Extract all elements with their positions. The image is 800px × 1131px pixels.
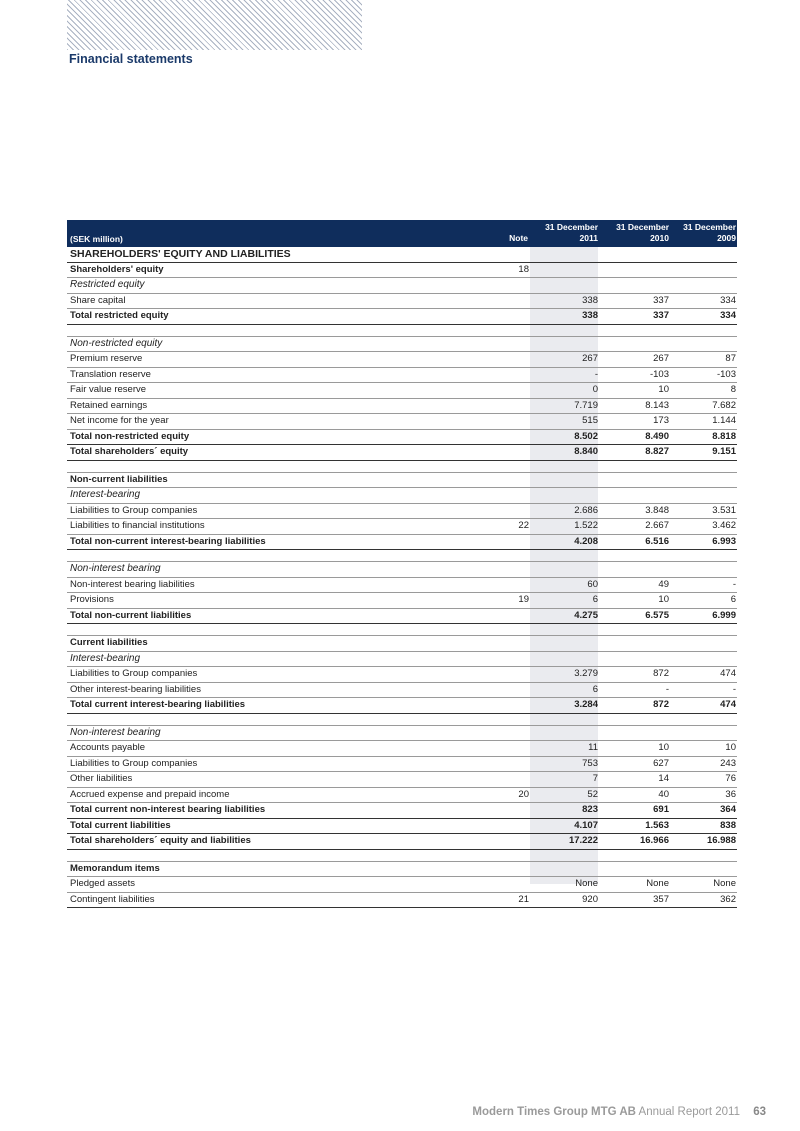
spacer-row	[67, 714, 737, 726]
row-value-2009: 474	[720, 668, 736, 679]
page-footer	[472, 1106, 766, 1118]
table-row	[67, 535, 737, 551]
table-row	[67, 667, 737, 683]
row-value-2011: 1.522	[574, 520, 598, 531]
row-value-2011: 920	[582, 893, 598, 905]
row-value-2011: 6	[592, 594, 598, 605]
row-value-2011: -	[594, 368, 598, 380]
footer-company: Modern Times Group MTG AB	[472, 1106, 636, 1118]
row-label: Total restricted equity	[70, 310, 169, 321]
row-note: 22	[518, 520, 529, 531]
section-title: Financial statements	[69, 52, 193, 66]
table-row	[67, 683, 737, 699]
row-value-2010: 2.667	[645, 520, 669, 531]
table-row	[67, 652, 737, 668]
column-header-2010	[603, 222, 669, 244]
row-label: Non-restricted equity	[70, 337, 163, 349]
row-label: Accrued expense and prepaid income	[70, 788, 230, 800]
row-label: Liabilities to Group companies	[70, 668, 198, 679]
row-label: Liabilities to Group companies	[70, 504, 198, 516]
column-header-2011-year: 2011	[579, 233, 598, 243]
row-value-2009: 6.999	[712, 609, 736, 621]
row-value-2011: 17.222	[568, 835, 598, 846]
row-value-2010: 1.563	[645, 819, 669, 831]
row-label: Non-interest bearing	[70, 563, 161, 574]
row-label: Interest-bearing	[70, 489, 141, 500]
table-row	[67, 445, 737, 461]
row-value-2011: 6	[592, 683, 598, 695]
row-value-2009: 362	[720, 893, 736, 905]
table-row	[67, 352, 737, 368]
spacer-row	[67, 624, 737, 636]
row-value-2010: 357	[653, 893, 669, 905]
row-value-2010: 10	[658, 384, 669, 395]
table-row	[67, 309, 737, 325]
row-value-2010: 267	[653, 353, 669, 364]
row-value-2011: 3.284	[574, 699, 598, 710]
row-value-2011: 823	[582, 804, 598, 815]
row-value-2009: -	[732, 683, 736, 695]
row-value-2010: 872	[653, 668, 669, 679]
row-value-2009: 8.818	[712, 430, 736, 442]
row-label: Total non-current liabilities	[70, 609, 192, 621]
row-value-2010: 173	[653, 415, 669, 426]
row-note: 20	[518, 788, 529, 800]
row-label: Non-interest bearing	[70, 726, 161, 738]
row-value-2009: 8	[730, 384, 736, 395]
row-label: Pledged assets	[70, 878, 135, 889]
table-row	[67, 819, 737, 835]
row-value-2010: 3.848	[645, 504, 669, 516]
table-row	[67, 504, 737, 520]
column-header-2009-year: 2009	[717, 233, 736, 243]
table-row	[67, 636, 737, 652]
row-value-2010: 8.143	[645, 399, 669, 411]
row-label: Other interest-bearing liabilities	[70, 683, 201, 695]
table-row	[67, 247, 737, 263]
unit-label: (SEK million)	[70, 234, 123, 244]
row-value-2011: None	[575, 878, 598, 889]
table-row	[67, 414, 737, 430]
row-label: Total non-current interest-bearing liabilities	[70, 535, 266, 547]
row-value-2009: 364	[720, 804, 736, 815]
table-row	[67, 430, 737, 446]
row-value-2009: 76	[725, 773, 736, 784]
row-label: Shareholders' equity	[70, 263, 164, 275]
row-value-2010: 49	[658, 578, 669, 590]
row-value-2011: 515	[582, 415, 598, 426]
table-row	[67, 383, 737, 399]
row-value-2011: 338	[582, 294, 598, 306]
table-row	[67, 877, 737, 893]
page-number: 63	[753, 1106, 766, 1118]
table-row	[67, 263, 737, 279]
spacer-row	[67, 325, 737, 337]
column-header-2010-line1: 31 December	[616, 222, 669, 232]
row-note: 19	[518, 594, 529, 605]
row-label: Total current interest-bearing liabilities	[70, 699, 246, 710]
row-value-2011: 7.719	[574, 399, 598, 411]
table-row	[67, 757, 737, 773]
row-label: Other liabilities	[70, 773, 133, 784]
spacer-row	[67, 850, 737, 862]
table-row	[67, 726, 737, 742]
row-label: Total current non-interest bearing liabilities	[70, 804, 266, 815]
footer-report: Annual Report 2011	[638, 1106, 740, 1118]
row-value-2010: 6.575	[645, 609, 669, 621]
row-value-2011: 338	[582, 310, 598, 321]
table-row	[67, 788, 737, 804]
row-label: Liabilities to financial institutions	[70, 520, 205, 531]
row-label: Provisions	[70, 594, 114, 605]
table-row	[67, 593, 737, 609]
table-row	[67, 803, 737, 819]
row-value-2009: 334	[720, 294, 736, 306]
table-row	[67, 562, 737, 578]
row-value-2011: 52	[587, 788, 598, 800]
row-label: Non-current liabilities	[70, 473, 168, 485]
row-value-2009: -	[732, 578, 736, 590]
row-value-2011: 0	[592, 384, 598, 395]
row-value-2011: 11	[588, 742, 598, 753]
row-value-2009: 3.531	[712, 504, 736, 516]
row-label: Accounts payable	[70, 742, 145, 753]
table-row	[67, 473, 737, 489]
hatch-decoration	[67, 0, 362, 50]
row-value-2010: 691	[653, 804, 669, 815]
table-row	[67, 862, 737, 878]
row-label: Total non-restricted equity	[70, 430, 190, 442]
row-value-2010: -	[665, 683, 669, 695]
row-value-2010: 337	[653, 310, 669, 321]
row-value-2010: 40	[658, 788, 669, 800]
table-row	[67, 741, 737, 757]
row-value-2009: 243	[720, 757, 736, 769]
row-value-2010: 14	[658, 773, 669, 784]
row-value-2009: 838	[720, 819, 736, 831]
table-row	[67, 399, 737, 415]
row-label: Fair value reserve	[70, 384, 147, 395]
column-header-2009-line1: 31 December	[683, 222, 736, 232]
row-value-2011: 8.840	[574, 446, 598, 457]
row-label: Translation reserve	[70, 368, 151, 380]
row-value-2011: 7	[592, 773, 598, 784]
row-value-2009: 9.151	[712, 446, 736, 457]
row-value-2010: 872	[653, 699, 669, 710]
row-value-2009: 334	[720, 310, 736, 321]
row-value-2009: 10	[725, 742, 736, 753]
row-value-2011: 4.107	[574, 819, 598, 831]
table-row	[67, 578, 737, 594]
row-label: Contingent liabilities	[70, 893, 155, 905]
table-row	[67, 368, 737, 384]
row-value-2010: 627	[653, 757, 669, 769]
table-row	[67, 294, 737, 310]
table-row	[67, 893, 737, 909]
row-value-2010: 6.516	[645, 535, 669, 547]
row-value-2011: 4.208	[574, 535, 598, 547]
row-value-2009: 6.993	[712, 535, 736, 547]
table-row	[67, 609, 737, 625]
row-label: Total shareholders´ equity	[70, 446, 189, 457]
spacer-row	[67, 550, 737, 562]
row-label: Memorandum items	[70, 862, 160, 874]
spacer-row	[67, 461, 737, 473]
table-row	[67, 698, 737, 714]
row-label: Retained earnings	[70, 399, 148, 411]
balance-sheet-table	[67, 220, 737, 908]
table-row	[67, 519, 737, 535]
row-value-2011: 8.502	[574, 430, 598, 442]
table-row	[67, 337, 737, 353]
table-body	[67, 247, 737, 908]
row-value-2010: None	[646, 878, 669, 889]
row-label: Share capital	[70, 294, 126, 306]
row-value-2010: 10	[658, 742, 669, 753]
table-header	[67, 220, 737, 247]
row-value-2011: 753	[582, 757, 598, 769]
row-value-2010: 10	[658, 594, 669, 605]
row-value-2010: 16.966	[639, 835, 669, 846]
row-value-2009: 87	[725, 353, 736, 364]
column-header-2010-year: 2010	[650, 233, 669, 243]
row-value-2011: 4.275	[574, 609, 598, 621]
row-value-2010: 8.827	[645, 446, 669, 457]
column-header-2011-line1: 31 December	[545, 222, 598, 232]
table-row	[67, 488, 737, 504]
row-value-2009: 7.682	[712, 399, 736, 411]
column-header-2009	[670, 222, 736, 244]
row-label: Total shareholders´ equity and liabilities	[70, 835, 251, 846]
row-value-2009: 36	[725, 788, 736, 800]
row-label: Net income for the year	[70, 415, 169, 426]
row-value-2009: 16.988	[706, 835, 736, 846]
table-row	[67, 772, 737, 788]
row-label: Interest-bearing	[70, 652, 141, 664]
row-value-2011: 267	[582, 353, 598, 364]
table-row	[67, 834, 737, 850]
row-label: Liabilities to Group companies	[70, 757, 198, 769]
row-label: Total current liabilities	[70, 819, 171, 831]
row-label: Restricted equity	[70, 279, 145, 290]
row-value-2010: -103	[649, 368, 669, 380]
row-value-2009: 3.462	[712, 520, 736, 531]
row-value-2009: 474	[720, 699, 736, 710]
row-label: SHAREHOLDERS' EQUITY AND LIABILITIES	[70, 248, 291, 260]
row-value-2009: 6	[730, 594, 736, 605]
row-label: Premium reserve	[70, 353, 143, 364]
row-label: Non-interest bearing liabilities	[70, 578, 195, 590]
row-note: 18	[518, 263, 529, 275]
table-row	[67, 278, 737, 294]
row-value-2009: 1.144	[712, 415, 736, 426]
row-value-2010: 337	[653, 294, 669, 306]
column-header-2011	[532, 222, 598, 244]
row-label: Current liabilities	[70, 637, 148, 648]
row-note: 21	[518, 893, 529, 905]
row-value-2011: 2.686	[574, 504, 598, 516]
note-column-header: Note	[509, 233, 528, 243]
row-value-2009: -103	[716, 368, 736, 380]
row-value-2009: None	[713, 878, 736, 889]
row-value-2010: 8.490	[645, 430, 669, 442]
row-value-2011: 60	[587, 578, 598, 590]
row-value-2011: 3.279	[574, 668, 598, 679]
